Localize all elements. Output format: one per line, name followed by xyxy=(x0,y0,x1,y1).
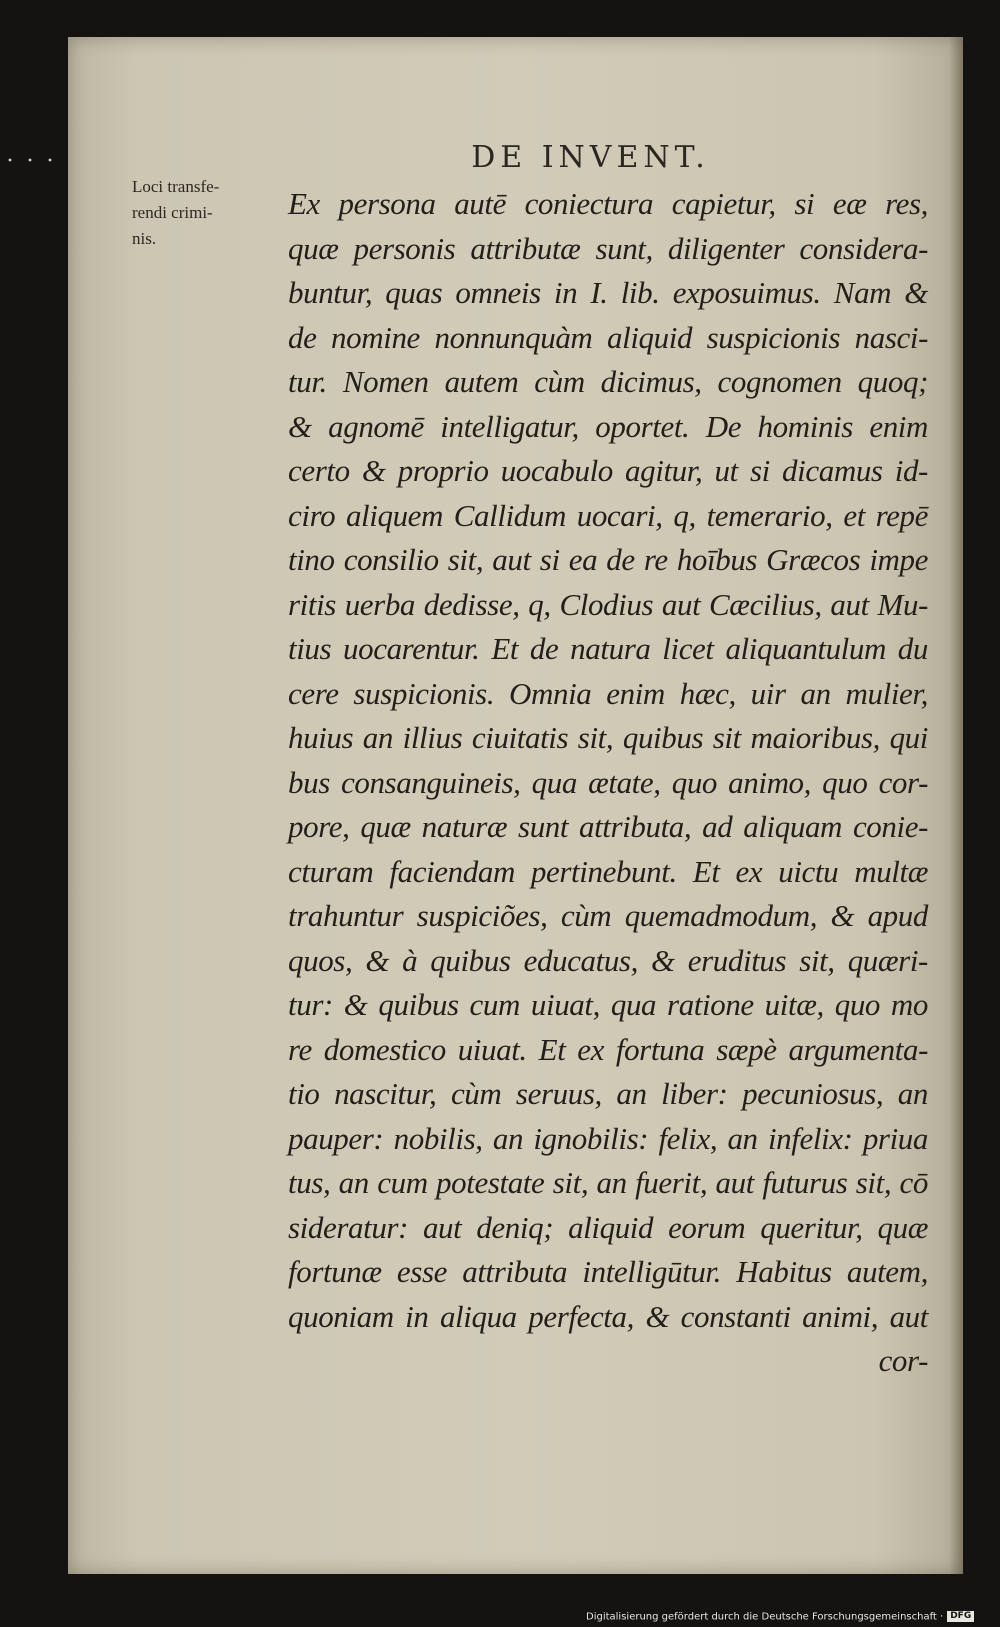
text-line: sideratur: aut deniq; aliquid eorum queritur, quæ xyxy=(288,1209,928,1245)
text-line: cere suspicionis. Omnia enim hæc, uir an mulier, xyxy=(288,675,928,711)
marginal-note-line: rendi crimi- xyxy=(132,203,213,222)
dfg-logo: DFG xyxy=(947,1611,974,1622)
page-edge-shadow xyxy=(949,37,963,1574)
scan-border-dots xyxy=(0,158,60,162)
text-line: ritis uerba dedisse, q, Clodius aut Cæcilius, aut Mu- xyxy=(288,586,928,622)
book-page xyxy=(68,37,963,1574)
text-line: tur. Nomen autem cùm dicimus, cognomen quoq; xyxy=(288,364,928,399)
text-line: ciro aliquem Callidum uocari, q, temerario, et repē xyxy=(288,497,928,533)
text-line: quoniam in aliqua perfecta, & constanti animi, aut xyxy=(288,1298,928,1334)
marginal-note-line: nis. xyxy=(132,229,157,248)
text-line: pore, quæ naturæ sunt attributa, ad aliquam conie- xyxy=(288,809,928,844)
text-line: tino consilio sit, aut si ea de re hoībus Græcos impe xyxy=(288,542,928,577)
text-line: Ex persona autē coniectura capietur, si eæ res, xyxy=(288,186,928,221)
running-head: DE INVENT. xyxy=(471,140,710,175)
text-line: pauper: nobilis, an ignobilis: felix, an infelix: priua xyxy=(288,1120,928,1156)
catchword: cor- xyxy=(878,1343,928,1378)
text-line: fortunæ esse attributa intelligūtur. Habitus autem, xyxy=(288,1254,928,1289)
text-line: tius uocarentur. Et de natura licet aliquantulum du xyxy=(288,631,928,666)
text-line: quæ personis attributæ sunt, diligenter considera- xyxy=(288,230,928,266)
text-line: quos, & à quibus educatus, & eruditus sit, quæri- xyxy=(288,942,928,978)
text-line: trahuntur suspiciões, cùm quemadmodum, & apud xyxy=(288,898,928,933)
text-line: de nomine nonnunquàm aliquid suspicionis nasci- xyxy=(288,319,928,355)
text-line: re domestico uiuat. Et ex fortuna sæpè argumenta- xyxy=(288,1031,928,1067)
text-line: & agnomē intelligatur, oportet. De hominis enim xyxy=(288,408,928,444)
text-line: tus, an cum potestate sit, an fuerit, aut futurus sit, cō xyxy=(288,1165,928,1200)
text-line: buntur, quas omneis in I. lib. exposuimus. Nam & xyxy=(288,275,928,310)
footer-text: Digitalisierung gefördert durch die Deutsche Forschungsgemeinschaft · xyxy=(586,1611,944,1623)
text-line: huius an illius ciuitatis sit, quibus sit maioribus, qui xyxy=(288,720,928,755)
body-text xyxy=(288,182,928,1384)
text-line: tur: & quibus cum uiuat, qua ratione uitæ, quo mo xyxy=(288,987,928,1022)
text-line: certo & proprio uocabulo agitur, ut si dicamus id- xyxy=(288,453,928,488)
marginal-note xyxy=(132,174,282,252)
text-line: cturam faciendam pertinebunt. Et ex uictu multæ xyxy=(288,853,928,889)
text-line: bus consanguineis, qua ætate, quo animo, quo cor- xyxy=(288,764,928,800)
text-line: tio nascitur, cùm seruus, an liber: pecuniosus, an xyxy=(288,1076,928,1111)
digitization-footer xyxy=(586,1611,974,1623)
marginal-note-line: Loci transfe- xyxy=(132,177,220,196)
